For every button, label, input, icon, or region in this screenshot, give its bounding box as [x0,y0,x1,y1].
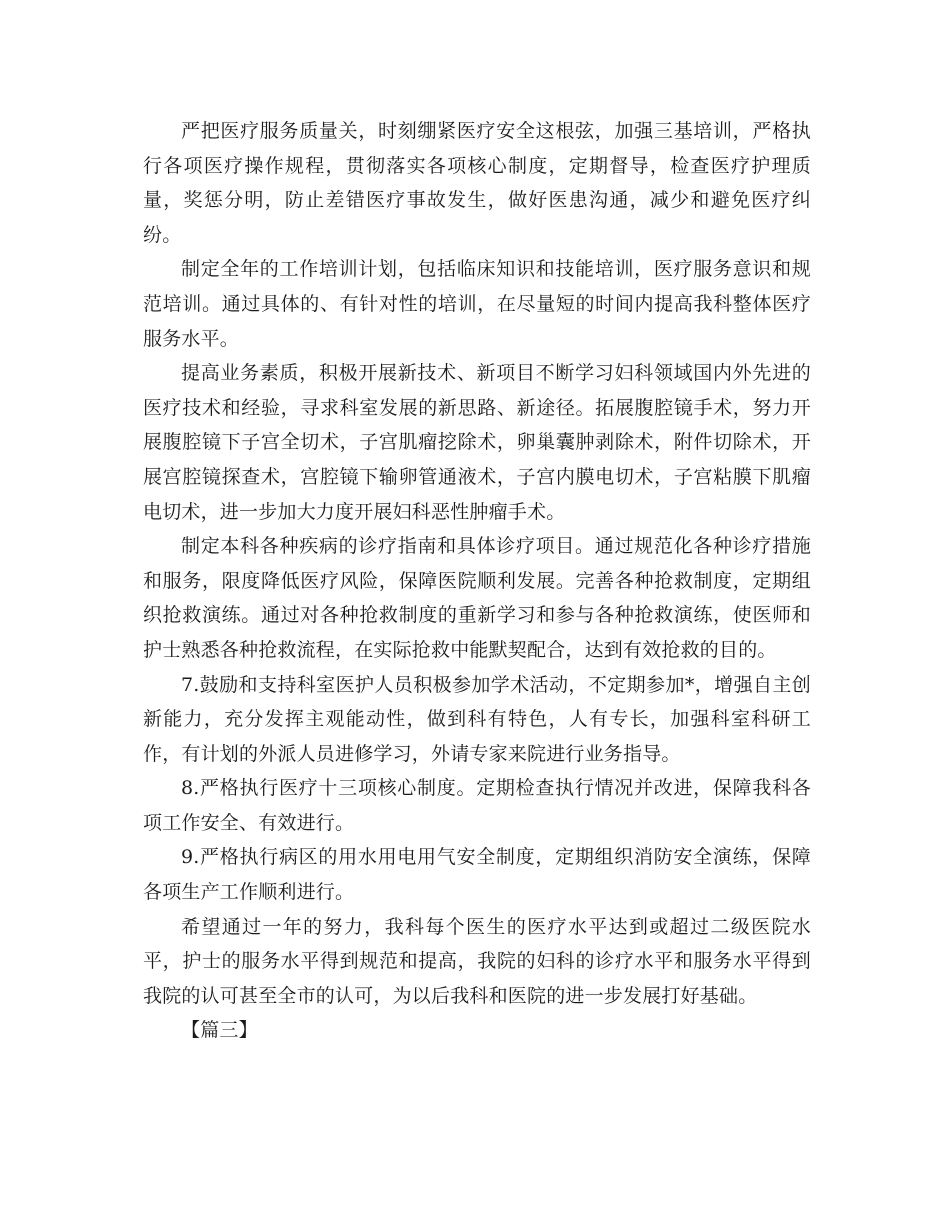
paragraph-training-plan: 制定全年的工作培训计划，包括临床知识和技能培训，医疗服务意识和规范培训。通过具体的、有针对性的培训，在尽量短的时间内提高我科整体医疗服务水平。 [143,258,811,350]
paragraph-professional-quality: 提高业务素质，积极开展新技术、新项目不断学习妇科领域国内外先进的医疗技术和经验，寻求科室发展的新思路、新途径。拓展腹腔镜手术，努力开展腹腔镜下子宫全切术，子宫肌瘤挖除术，卵巢囊肿剥除术，附件切除术，开展宫腔镜探查术，宫腔镜下输卵管通液术，子宫内膜电切术，子宫粘膜下肌瘤电切术，进一步加大力度开展妇科恶性肿瘤手术。 [143,362,811,523]
paragraph-item-9: 9.严格执行病区的用水用电用气安全制度，定期组织消防安全演练，保障各项生产工作顺利进行。 [143,846,811,904]
paragraph-quality-control: 严把医疗服务质量关，时刻绷紧医疗安全这根弦，加强三基培训，严格执行各项医疗操作规程，贯彻落实各项核心制度，定期督导，检查医疗护理质量，奖惩分明，防止差错医疗事故发生，做好医患沟通，减少和避免医疗纠纷。 [143,120,811,246]
section-heading: 【篇三】 [181,1019,258,1042]
paragraph-conclusion: 希望通过一年的努力，我科每个医生的医疗水平达到或超过二级医院水平，护士的服务水平得到规范和提高，我院的妇科的诊疗水平和服务水平得到我院的认可甚至全市的认可，为以后我科和医院的进一步发展打好基础。 [143,915,811,1007]
document-body [143,114,811,1048]
paragraph-item-7: 7.鼓励和支持科室医护人员积极参加学术活动，不定期参加*，增强自主创新能力，充分发挥主观能动性，做到科有特色，人有专长，加强科室科研工作，有计划的外派人员进修学习，外请专家来院进行业务指导。 [143,673,811,765]
paragraph-item-8: 8.严格执行医疗十三项核心制度。定期检查执行情况并改进，保障我科各项工作安全、有效进行。 [143,777,811,834]
paragraph-diagnosis-guidelines: 制定本科各种疾病的诊疗指南和具体诊疗项目。通过规范化各种诊疗措施和服务，限度降低医疗风险，保障医院顺利发展。完善各种抢救制度，定期组织抢救演练。通过对各种抢救制度的重新学习和参与各种抢救演练，使医师和护士熟悉各种抢救流程，在实际抢救中能默契配合，达到有效抢救的目的。 [143,535,811,661]
